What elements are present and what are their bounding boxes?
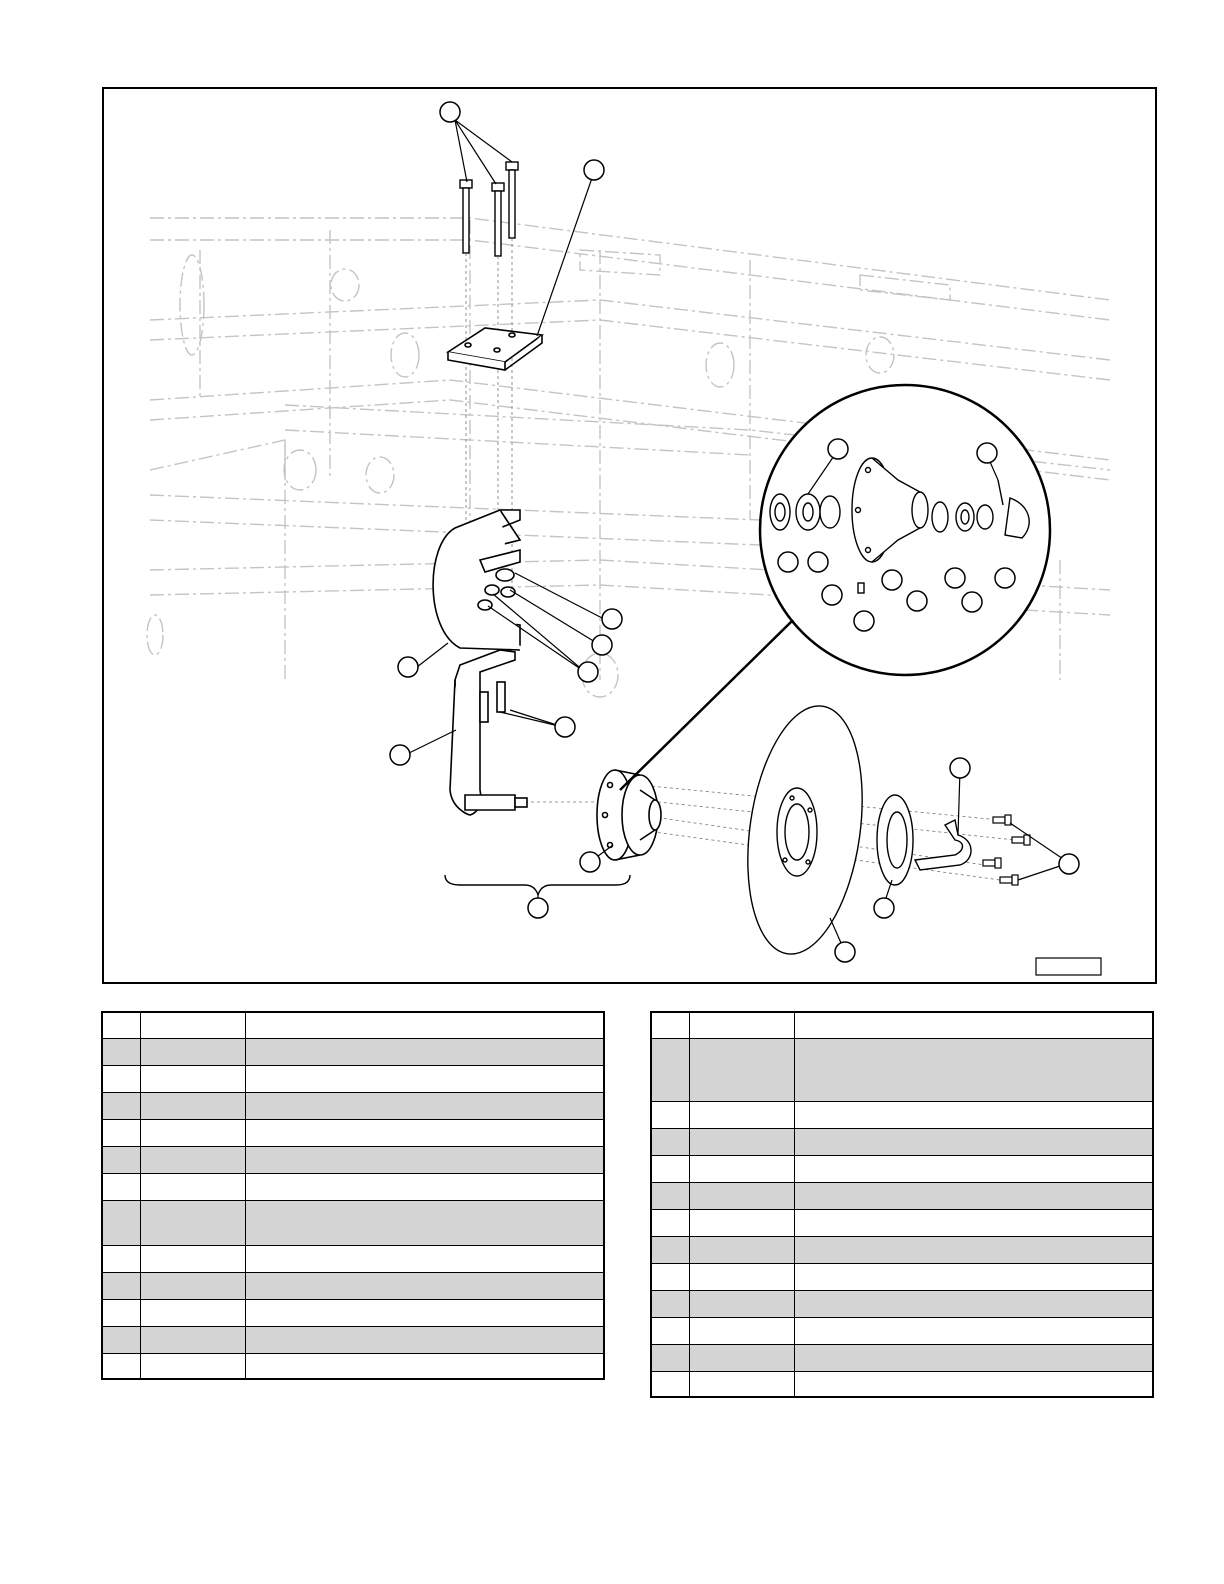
callout-bubble-4 <box>592 635 612 655</box>
ref-cell <box>102 1012 140 1038</box>
part-number-cell <box>140 1012 245 1038</box>
ref-cell <box>651 1290 689 1317</box>
ref-cell <box>102 1326 140 1353</box>
callout-bubble-23 <box>945 568 965 588</box>
description-cell <box>245 1146 604 1173</box>
table-row <box>102 1353 604 1379</box>
description-cell <box>794 1317 1153 1344</box>
assembly-bracket <box>445 875 630 895</box>
part-number-cell <box>689 1182 794 1209</box>
description-cell <box>794 1263 1153 1290</box>
table-row <box>102 1012 604 1038</box>
description-cell <box>794 1182 1153 1209</box>
ref-cell <box>651 1155 689 1182</box>
ref-cell <box>102 1065 140 1092</box>
part-number-cell <box>689 1101 794 1128</box>
part-number-cell <box>140 1092 245 1119</box>
part-number-cell <box>689 1038 794 1101</box>
ref-cell <box>102 1272 140 1299</box>
ref-cell <box>651 1371 689 1397</box>
table-row <box>651 1209 1153 1236</box>
ref-cell <box>102 1146 140 1173</box>
callout-bubble-10 <box>528 898 548 918</box>
part-number-cell <box>140 1353 245 1379</box>
description-cell <box>794 1038 1153 1101</box>
callout-bubble-7 <box>555 717 575 737</box>
table-row <box>102 1326 604 1353</box>
callout-bubble-2 <box>584 160 604 180</box>
ref-cell <box>651 1182 689 1209</box>
ref-cell <box>651 1038 689 1101</box>
part-number-cell <box>689 1317 794 1344</box>
upper-c-bracket <box>433 510 520 650</box>
table-row <box>102 1245 604 1272</box>
part-number-cell <box>689 1263 794 1290</box>
description-cell <box>245 1065 604 1092</box>
description-cell <box>245 1119 604 1146</box>
table-row <box>102 1092 604 1119</box>
table-row <box>651 1038 1153 1101</box>
ref-cell <box>102 1038 140 1065</box>
callout-bubble-16 <box>977 443 997 463</box>
description-cell <box>245 1038 604 1065</box>
table-row <box>102 1146 604 1173</box>
table-row <box>651 1182 1153 1209</box>
ref-cell <box>102 1245 140 1272</box>
callout-bubble-22 <box>907 591 927 611</box>
table-row <box>102 1272 604 1299</box>
callout-bubble-8 <box>390 745 410 765</box>
callout-bubble-12 <box>874 898 894 918</box>
table-row <box>102 1299 604 1326</box>
description-cell <box>794 1209 1153 1236</box>
ref-cell <box>651 1012 689 1038</box>
description-cell <box>794 1128 1153 1155</box>
table-row <box>651 1236 1153 1263</box>
table-row <box>651 1263 1153 1290</box>
part-number-cell <box>140 1272 245 1299</box>
table-row <box>102 1200 604 1245</box>
ref-cell <box>651 1317 689 1344</box>
description-cell <box>245 1245 604 1272</box>
description-cell <box>794 1101 1153 1128</box>
part-number-cell <box>689 1290 794 1317</box>
ref-cell <box>651 1209 689 1236</box>
table-row <box>651 1371 1153 1397</box>
hub-assembly <box>597 770 661 860</box>
callout-bubble-11 <box>835 942 855 962</box>
disc-blade <box>733 699 877 962</box>
part-number-cell <box>140 1245 245 1272</box>
scraper-clip <box>915 820 971 870</box>
ref-cell <box>102 1119 140 1146</box>
callout-bubble-18 <box>808 552 828 572</box>
callout-bubble-1 <box>440 102 460 122</box>
callout-bubble-14 <box>1059 854 1079 874</box>
callout-bubble-5 <box>578 662 598 682</box>
callout-bubble-3 <box>602 609 622 629</box>
part-number-cell <box>689 1012 794 1038</box>
description-cell <box>245 1092 604 1119</box>
ref-cell <box>651 1101 689 1128</box>
part-number-cell <box>689 1371 794 1397</box>
parts-table-left <box>101 1011 605 1380</box>
callout-bubble-6 <box>398 657 418 677</box>
description-cell <box>245 1326 604 1353</box>
ref-cell <box>102 1200 140 1245</box>
disc-bolts <box>983 815 1030 885</box>
ref-cell <box>102 1092 140 1119</box>
part-number-cell <box>140 1146 245 1173</box>
table-row <box>651 1012 1153 1038</box>
part-number-cell <box>140 1173 245 1200</box>
callout-bubble-24 <box>962 592 982 612</box>
callout-bubble-19 <box>822 585 842 605</box>
clamp-plate <box>448 328 542 370</box>
description-cell <box>794 1155 1153 1182</box>
description-cell <box>245 1272 604 1299</box>
part-number-cell <box>689 1155 794 1182</box>
ref-cell <box>651 1344 689 1371</box>
callout-bubble-15 <box>828 439 848 459</box>
part-number-cell <box>140 1299 245 1326</box>
description-cell <box>794 1371 1153 1397</box>
callout-bubble-9 <box>580 852 600 872</box>
part-number-cell <box>140 1326 245 1353</box>
ref-cell <box>651 1263 689 1290</box>
ref-cell <box>651 1128 689 1155</box>
part-number-cell <box>689 1209 794 1236</box>
lower-arm <box>450 650 527 815</box>
figure-label-box <box>1036 958 1101 975</box>
description-cell <box>245 1299 604 1326</box>
table-row <box>651 1290 1153 1317</box>
retaining-ring <box>877 795 913 885</box>
callout-bubble-21 <box>882 570 902 590</box>
part-number-cell <box>140 1038 245 1065</box>
part-number-cell <box>140 1200 245 1245</box>
table-row <box>651 1155 1153 1182</box>
callout-bubble-13 <box>950 758 970 778</box>
ref-cell <box>102 1299 140 1326</box>
description-cell <box>245 1353 604 1379</box>
table-row <box>102 1038 604 1065</box>
table-row <box>102 1119 604 1146</box>
part-number-cell <box>689 1236 794 1263</box>
top-bolts <box>460 162 518 256</box>
part-number-cell <box>140 1119 245 1146</box>
description-cell <box>794 1236 1153 1263</box>
table-row <box>651 1101 1153 1128</box>
callout-bubble-25 <box>995 568 1015 588</box>
part-number-cell <box>689 1128 794 1155</box>
ref-cell <box>651 1236 689 1263</box>
description-cell <box>245 1200 604 1245</box>
description-cell <box>245 1012 604 1038</box>
description-cell <box>794 1290 1153 1317</box>
table-row <box>102 1065 604 1092</box>
table-row <box>651 1128 1153 1155</box>
description-cell <box>794 1012 1153 1038</box>
parts-table-right <box>650 1011 1154 1398</box>
table-row <box>651 1344 1153 1371</box>
description-cell <box>245 1173 604 1200</box>
description-cell <box>794 1344 1153 1371</box>
part-number-cell <box>140 1065 245 1092</box>
ref-cell <box>102 1353 140 1379</box>
table-row <box>102 1173 604 1200</box>
table-row <box>651 1317 1153 1344</box>
callout-bubble-17 <box>778 552 798 572</box>
ref-cell <box>102 1173 140 1200</box>
part-number-cell <box>689 1344 794 1371</box>
callout-bubble-20 <box>854 611 874 631</box>
